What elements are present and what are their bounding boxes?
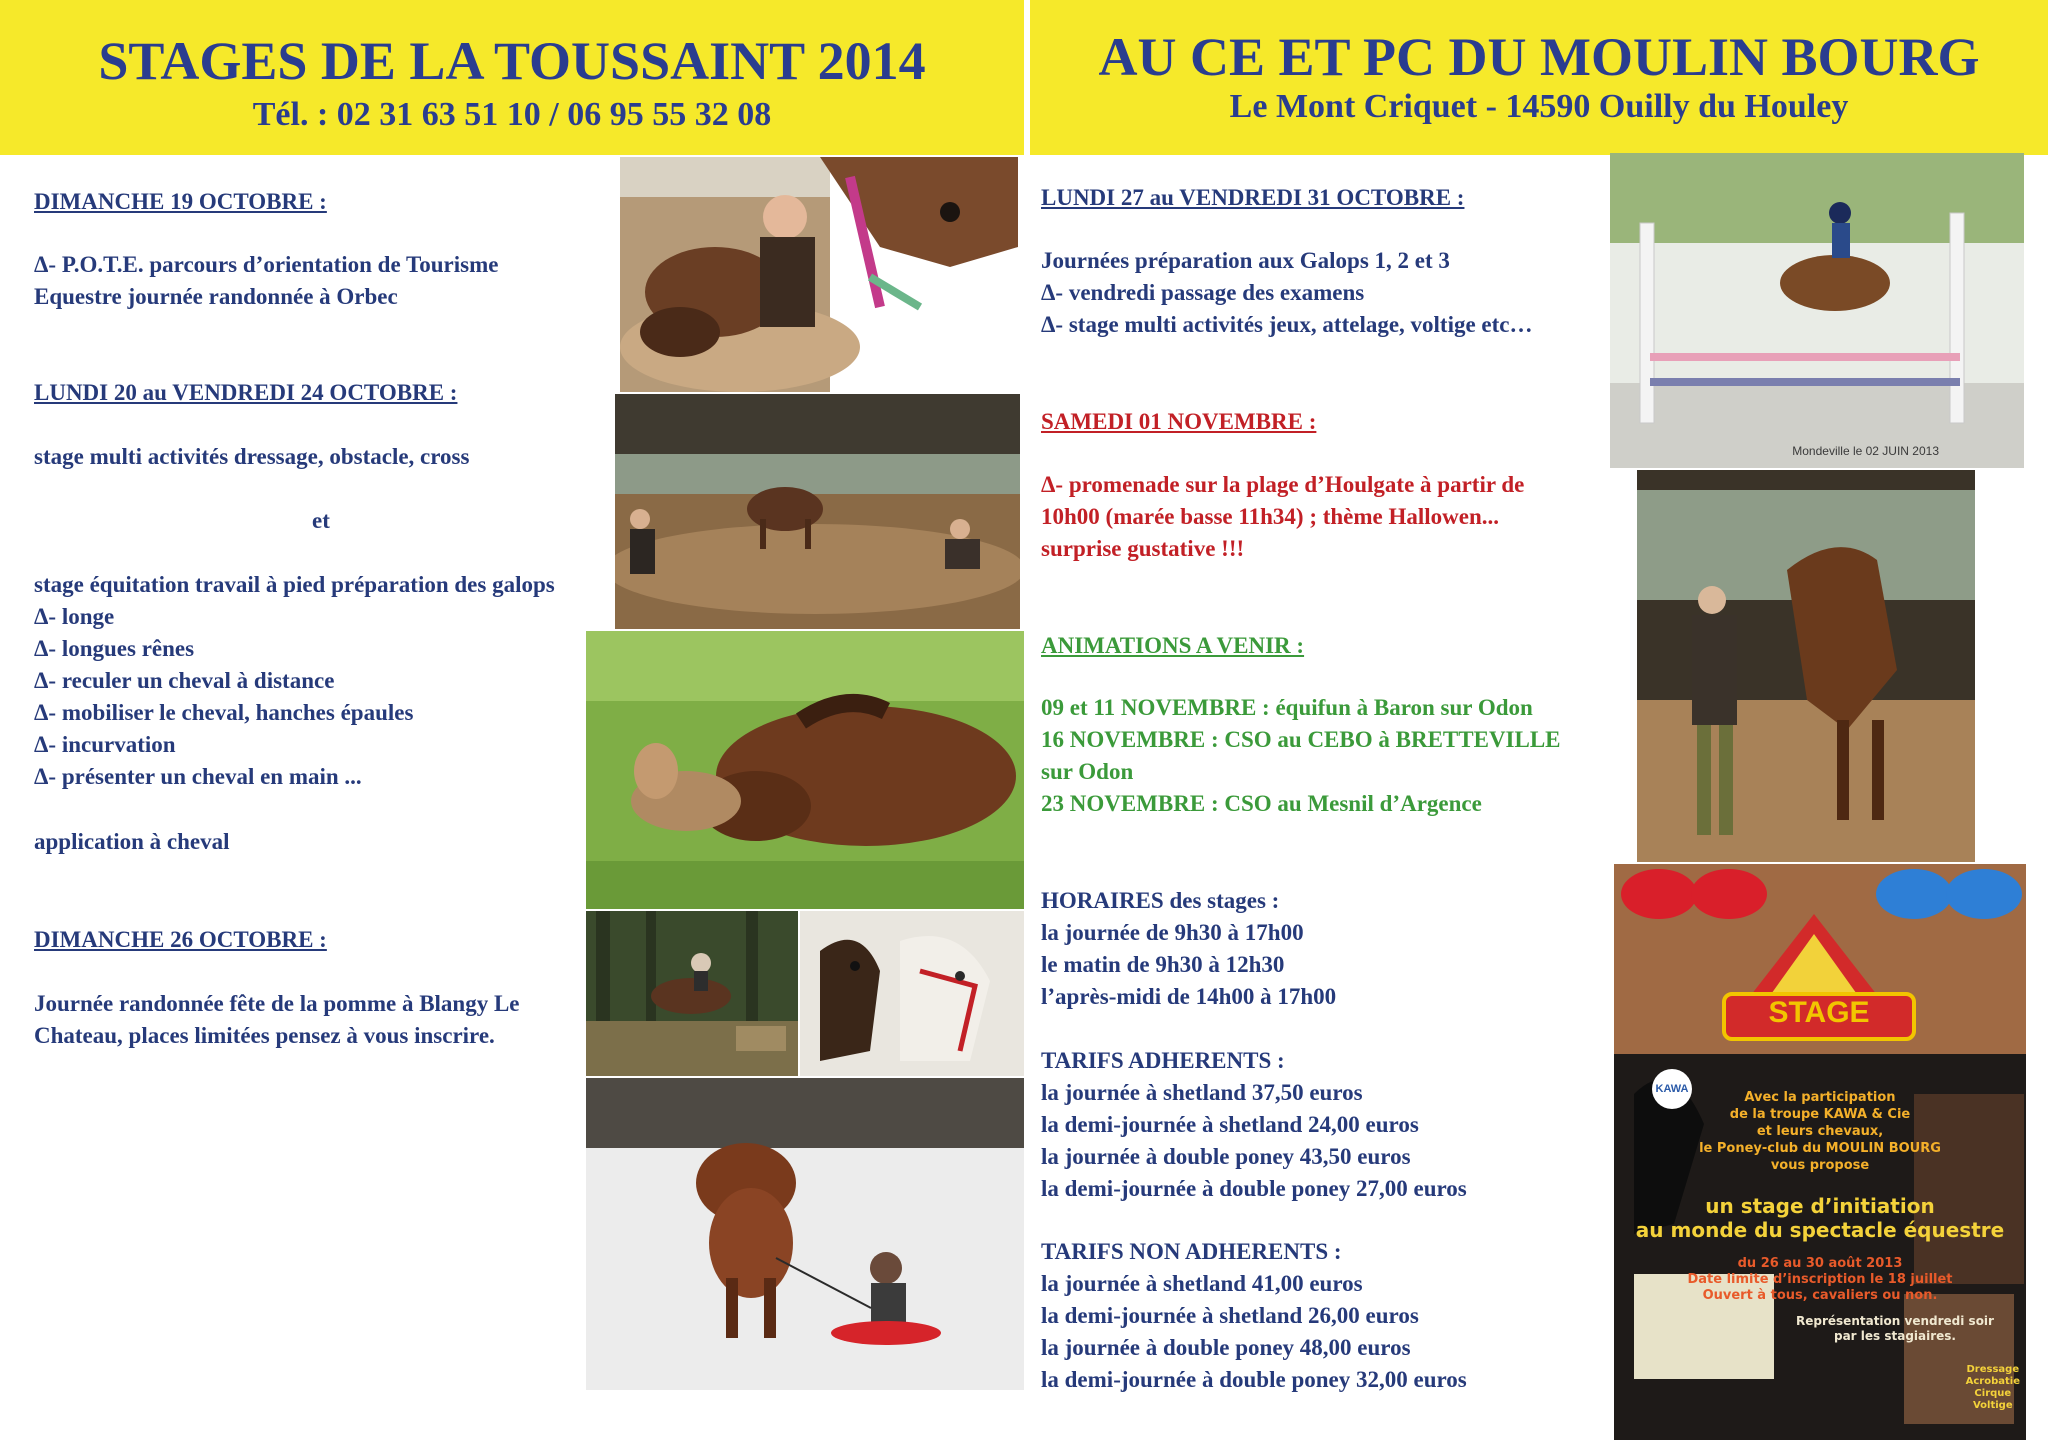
tarifs-adherents-heading: TARIFS ADHERENTS : xyxy=(1041,1048,1285,1073)
horaire-line: l’après-midi de 14h00 à 17h00 xyxy=(1041,984,1337,1009)
tarif-line: la journée à shetland 37,50 euros xyxy=(1041,1080,1363,1105)
header-title-left: STAGES DE LA TOUSSAINT 2014 xyxy=(98,31,926,91)
list-item: Δ- mobiliser le cheval, hanches épaules xyxy=(34,700,414,725)
pote-line-1: Δ- P.O.T.E. parcours d’orientation de Tourisme xyxy=(34,252,499,277)
animation-item: 23 NOVEMBRE : CSO au Mesnil d’Argence xyxy=(1041,791,1482,816)
heading-animations: ANIMATIONS A VENIR : xyxy=(1041,633,1305,658)
list-item: Δ- incurvation xyxy=(34,732,176,757)
pote-line-2: Equestre journée randonnée à Orbec xyxy=(34,284,398,309)
tarif-line: la journée à shetland 41,00 euros xyxy=(1041,1271,1363,1296)
photo-cross-country xyxy=(586,911,798,1076)
tarif-line: la journée à double poney 43,50 euros xyxy=(1041,1144,1411,1169)
promenade-line-2: 10h00 (marée basse 11h34) ; thème Hallowen... xyxy=(1041,504,1500,529)
list-item: Δ- reculer un cheval à distance xyxy=(34,668,335,693)
multi-activites-line: Δ- stage multi activités jeux, attelage, voltige etc… xyxy=(1041,312,1533,337)
poster-show: Représentation vendredi soir par les stagiaires. xyxy=(1796,1314,1994,1343)
photo-pony-in-snow xyxy=(586,1078,1024,1390)
header-title-right: AU CE ET PC DU MOULIN BOURG xyxy=(1098,27,1980,87)
heading-dimanche-19: DIMANCHE 19 OCTOBRE : xyxy=(34,189,327,214)
horaires-heading: HORAIRES des stages : xyxy=(1041,888,1280,913)
tarif-line: la demi-journée à double poney 32,00 euros xyxy=(1041,1367,1467,1392)
et-connector: et xyxy=(312,508,330,533)
tarif-line: la journée à double poney 48,00 euros xyxy=(1041,1335,1411,1360)
stage-equitation: stage équitation travail à pied préparation des galops xyxy=(34,572,555,597)
kawa-logo: KAWA xyxy=(1652,1069,1692,1109)
photo-two-horses xyxy=(800,911,1024,1076)
header-phone: Tél. : 02 31 63 51 10 / 06 95 55 32 08 xyxy=(252,96,772,133)
poster-disciplines: Dressage Acrobatie Cirque Voltige xyxy=(1965,1364,2020,1411)
photo-show-jumping xyxy=(1610,153,2024,468)
tarifs-non-adherents-heading: TARIFS NON ADHERENTS : xyxy=(1041,1239,1342,1264)
horaire-line: la journée de 9h30 à 17h00 xyxy=(1041,920,1304,945)
application-a-cheval: application à cheval xyxy=(34,829,230,854)
photo-caption: Mondeville le 02 JUIN 2013 xyxy=(1792,444,1939,458)
heading-dimanche-26: DIMANCHE 26 OCTOBRE : xyxy=(34,927,327,952)
photo-mare-and-foal xyxy=(586,631,1024,909)
list-item: Δ- présenter un cheval en main ... xyxy=(34,764,362,789)
promenade-line-1: Δ- promenade sur la plage d’Houlgate à partir de xyxy=(1041,472,1525,497)
photo-rearing-pony xyxy=(1637,470,1975,862)
animation-item: 16 NOVEMBRE : CSO au CEBO à BRETTEVILLE xyxy=(1041,727,1561,752)
list-item: Δ- longues rênes xyxy=(34,636,195,661)
tarif-line: la demi-journée à shetland 24,00 euros xyxy=(1041,1112,1419,1137)
animation-item: sur Odon xyxy=(1041,759,1134,784)
stage-multi-activites: stage multi activités dressage, obstacle, cross xyxy=(34,444,470,469)
tarif-line: la demi-journée à shetland 26,00 euros xyxy=(1041,1303,1419,1328)
stage-poster xyxy=(1614,864,2026,1440)
horaire-line: le matin de 9h30 à 12h30 xyxy=(1041,952,1285,977)
randonnee-line-2: Chateau, places limitées pensez à vous inscrire. xyxy=(34,1023,495,1048)
examens-line: Δ- vendredi passage des examens xyxy=(1041,280,1365,305)
heading-samedi-01: SAMEDI 01 NOVEMBRE : xyxy=(1041,409,1317,434)
randonnee-line-1: Journée randonnée fête de la pomme à Blangy Le xyxy=(34,991,520,1016)
tarif-line: la demi-journée à double poney 27,00 euros xyxy=(1041,1176,1467,1201)
heading-lundi-20: LUNDI 20 au VENDREDI 24 OCTOBRE : xyxy=(34,380,458,405)
poster-dates: du 26 au 30 août 2013 Date limite d’inscription le 18 juillet Ouvert à tous, cavaliers ou non. xyxy=(1687,1256,1953,1303)
promenade-line-3: surprise gustative !!! xyxy=(1041,536,1245,561)
photo-man-with-pony xyxy=(620,157,1018,392)
galops-line: Journées préparation aux Galops 1, 2 et 3 xyxy=(1041,248,1450,273)
poster-headline: un stage d’initiation au monde du spectacle équestre xyxy=(1635,1194,2005,1242)
heading-lundi-27: LUNDI 27 au VENDREDI 31 OCTOBRE : xyxy=(1041,185,1465,210)
header-address: Le Mont Criquet - 14590 Ouilly du Houley xyxy=(1229,88,1849,125)
animation-item: 09 et 11 NOVEMBRE : équifun à Baron sur Odon xyxy=(1041,695,1533,720)
list-item: Δ- longe xyxy=(34,604,115,629)
stage-label: STAGE xyxy=(1768,996,1870,1029)
poster-intro: Avec la participation de la troupe KAWA & Cie et leurs chevaux, le Poney-club du MOULIN BOURG vous propose xyxy=(1699,1090,1941,1173)
photo-indoor-arena xyxy=(615,394,1020,629)
